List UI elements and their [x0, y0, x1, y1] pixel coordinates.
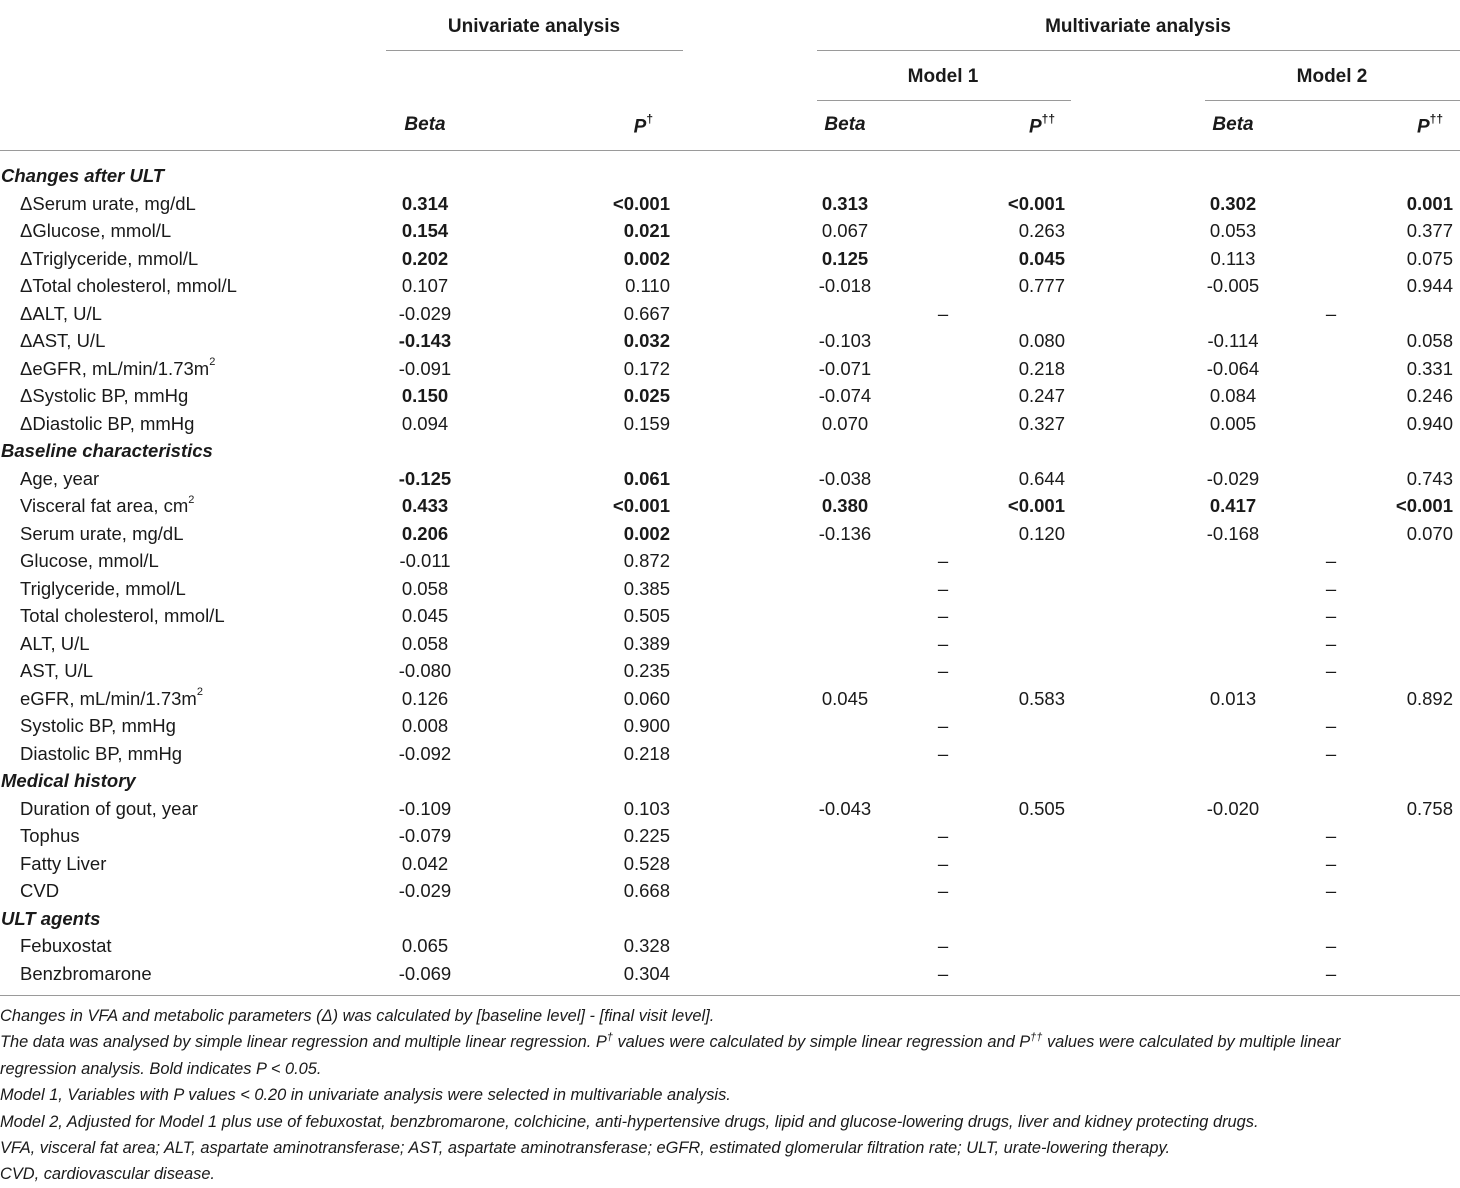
m2-p-header: P†† [1416, 112, 1443, 138]
table-row [0, 190, 1460, 218]
m1-beta-cell: 0.313 [821, 192, 869, 214]
m2-dash-cell: – [1325, 742, 1337, 764]
table-row [0, 960, 1460, 988]
table-row [0, 520, 1460, 548]
row-label: ΔTriglyceride, mmol/L [20, 247, 199, 269]
multivariate-header: Multivariate analysis [1045, 16, 1231, 37]
uni-p-cell: 0.218 [623, 742, 670, 764]
uni-beta-cell: 0.206 [401, 522, 449, 544]
row-label: Visceral fat area, $cm^2$ [20, 493, 195, 516]
m2-p-cell: 0.070 [1406, 522, 1453, 544]
m1-p-cell: <0.001 [1007, 495, 1065, 516]
row-label: ALT, U/L [20, 632, 90, 654]
m2-p-cell: 0.758 [1406, 797, 1453, 819]
m1-beta-cell: -0.074 [818, 385, 872, 406]
m1-p-cell: 0.505 [1018, 797, 1065, 819]
uni-beta-cell: -0.125 [398, 467, 452, 489]
row-label: Febuxostat [20, 935, 112, 956]
uni-p-cell: 0.668 [623, 880, 670, 901]
model2-header: Model 2 [1296, 66, 1368, 87]
row-label: ΔGlucose, mmol/L [20, 220, 172, 241]
m1-dash-cell: – [937, 742, 949, 764]
uni-p-cell: 0.389 [623, 632, 670, 654]
univariate-rule [386, 50, 683, 51]
m2-dash-cell: – [1325, 880, 1337, 901]
row-label: Fatty Liver [20, 852, 107, 874]
m2-p-cell: 0.944 [1406, 275, 1453, 296]
uni-p-cell: <0.001 [612, 495, 670, 516]
table-row [0, 630, 1460, 658]
m2-beta-cell: 0.113 [1210, 247, 1256, 269]
m2-dash-cell: – [1325, 935, 1337, 956]
m1-dash-cell: – [937, 962, 949, 984]
uni-p-cell: 0.021 [623, 220, 670, 241]
m2-p-cell: 0.246 [1406, 385, 1453, 406]
m1-beta-header: Beta [824, 114, 866, 135]
m1-dash-cell: – [937, 577, 949, 599]
m2-beta-cell: -0.168 [1206, 522, 1260, 544]
m1-beta-cell: -0.018 [818, 275, 872, 296]
uni-beta-cell: 0.107 [401, 275, 449, 296]
uni-p-cell: 0.304 [623, 962, 670, 984]
uni-p-cell: <0.001 [612, 192, 670, 214]
m1-p-header: P†† [1028, 112, 1055, 138]
m2-p-cell: 0.743 [1406, 467, 1453, 489]
uni-beta-cell: -0.029 [398, 880, 452, 901]
uni-p-cell: 0.159 [623, 412, 670, 434]
uni-beta-cell: -0.080 [398, 660, 452, 681]
row-label: ΔAST, U/L [20, 330, 106, 351]
uni-p-cell: 0.872 [623, 550, 670, 571]
table-row [0, 932, 1460, 960]
m2-p-cell: 0.331 [1406, 357, 1453, 379]
table-row [0, 822, 1460, 850]
uni-p-header: P† [633, 112, 653, 138]
row-label: ΔALT, U/L [20, 302, 102, 324]
m2-beta-cell: -0.020 [1206, 797, 1260, 819]
uni-p-cell: 0.328 [623, 935, 670, 956]
m1-p-cell: 0.644 [1018, 467, 1065, 489]
uni-p-cell: 0.667 [623, 302, 670, 324]
table-row [0, 327, 1460, 355]
table-row [0, 657, 1460, 685]
uni-beta-cell: -0.079 [398, 825, 452, 846]
uni-beta-cell: -0.109 [398, 797, 452, 819]
m1-dash-cell: – [937, 632, 949, 654]
table-row [0, 300, 1460, 328]
uni-beta-cell: 0.150 [401, 385, 449, 406]
footnote-model1: Model 1, Variables with P values < 0.20 in univariate analysis were selected in multivariable analysis. [0, 1086, 731, 1105]
row-label: Serum urate, mg/dL [20, 522, 184, 544]
m2-p-cell: 0.001 [1406, 192, 1453, 214]
m1-dash-cell: – [937, 715, 949, 736]
table-row [0, 355, 1460, 383]
m1-beta-cell: 0.045 [821, 687, 869, 709]
table-row [0, 712, 1460, 740]
row-label: ΔDiastolic BP, mmHg [20, 412, 195, 434]
m2-dash-cell: – [1325, 852, 1337, 874]
model1-header: Model 1 [907, 66, 979, 87]
table-row [0, 410, 1460, 438]
uni-p-cell: 0.528 [623, 852, 670, 874]
m2-beta-cell: 0.417 [1209, 495, 1257, 516]
uni-beta-cell: 0.065 [401, 935, 449, 956]
uni-beta-cell: -0.011 [399, 550, 451, 571]
m1-p-cell: 0.583 [1018, 687, 1065, 709]
uni-beta-cell: -0.029 [398, 302, 452, 324]
m1-beta-cell: -0.071 [818, 357, 872, 379]
uni-beta-cell: 0.045 [401, 605, 449, 626]
section-header-row [0, 767, 1460, 795]
uni-p-cell: 0.032 [623, 330, 670, 351]
uni-p-cell: 0.110 [625, 275, 670, 296]
m1-beta-cell: -0.038 [818, 467, 872, 489]
m1-p-cell: 0.777 [1018, 275, 1065, 296]
uni-beta-cell: 0.154 [401, 220, 449, 241]
m2-dash-cell: – [1325, 605, 1337, 626]
uni-beta-cell: -0.092 [398, 742, 452, 764]
table-row [0, 217, 1460, 245]
m2-p-cell: 0.377 [1406, 220, 1453, 241]
m1-dash-cell: – [937, 825, 949, 846]
uni-beta-cell: 0.433 [401, 495, 449, 516]
uni-beta-cell: 0.008 [401, 715, 449, 736]
uni-beta-cell: -0.069 [398, 962, 452, 984]
uni-p-cell: 0.225 [623, 825, 670, 846]
m1-p-cell: 0.218 [1018, 357, 1065, 379]
table-row [0, 465, 1460, 493]
header-bottom-rule [0, 150, 1460, 151]
m1-beta-cell: 0.067 [821, 220, 869, 241]
m1-p-cell: 0.327 [1018, 412, 1065, 434]
uni-beta-header: Beta [404, 114, 446, 135]
m2-dash-cell: – [1325, 550, 1337, 571]
row-label: ΔeGFR, $mL/\min/1.73m^2$ [20, 356, 216, 379]
m1-dash-cell: – [937, 605, 949, 626]
uni-beta-cell: 0.202 [401, 247, 449, 269]
table-row [0, 877, 1460, 905]
model1-rule [817, 100, 1071, 101]
model2-rule [1205, 100, 1460, 101]
footnote-cvd: CVD, cardiovascular disease. [0, 1165, 215, 1184]
row-label: Triglyceride, mmol/L [20, 577, 186, 599]
row-label: Diastolic BP, mmHg [20, 742, 183, 764]
m2-beta-cell: -0.029 [1206, 467, 1260, 489]
uni-p-cell: 0.385 [623, 577, 670, 599]
row-label: Systolic BP, mmHg [20, 715, 176, 736]
m2-beta-cell: 0.053 [1209, 220, 1257, 241]
table-bottom-rule [0, 995, 1460, 996]
m1-beta-cell: 0.125 [821, 247, 869, 269]
uni-beta-cell: 0.058 [401, 632, 449, 654]
m2-beta-cell: 0.084 [1209, 385, 1257, 406]
row-label: Age, year [20, 467, 100, 489]
section-header-row [0, 905, 1460, 933]
table-row [0, 795, 1460, 823]
m1-dash-cell: – [937, 302, 949, 324]
row-label: Benzbromarone [20, 962, 152, 984]
m1-beta-cell: 0.070 [821, 412, 869, 434]
m1-p-cell: 0.263 [1018, 220, 1065, 241]
m1-beta-cell: 0.380 [821, 495, 869, 516]
uni-p-cell: 0.505 [623, 605, 670, 626]
row-label: Tophus [20, 825, 80, 846]
uni-beta-cell: 0.126 [401, 687, 449, 709]
row-label: ΔTotal cholesterol, mmol/L [20, 275, 237, 296]
row-label: Total cholesterol, mmol/L [20, 605, 225, 626]
m1-p-cell: 0.045 [1018, 247, 1065, 269]
footnote-methods: The data was analysed by simple linear regression and multiple linear regression. P† values were calculated by simple linear regression and P†† values were calculated by multiple linear regression analysis. Bold indicates P < 0.05. [0, 1031, 1341, 1078]
m2-p-cell: <0.001 [1395, 495, 1453, 516]
section-header-row [0, 162, 1460, 190]
m1-dash-cell: – [937, 880, 949, 901]
m2-dash-cell: – [1325, 660, 1337, 681]
multivariate-rule [817, 50, 1460, 51]
uni-p-cell: 0.002 [623, 247, 670, 269]
uni-p-cell: 0.235 [623, 660, 670, 681]
m2-dash-cell: – [1325, 825, 1337, 846]
uni-p-cell: 0.060 [623, 687, 670, 709]
m2-dash-cell: – [1325, 577, 1337, 599]
table-row [0, 272, 1460, 300]
m1-dash-cell: – [937, 935, 949, 956]
table-row [0, 602, 1460, 630]
m2-beta-cell: -0.005 [1206, 275, 1260, 296]
uni-p-cell: 0.002 [623, 522, 670, 544]
uni-p-cell: 0.025 [623, 385, 670, 406]
m1-dash-cell: – [937, 550, 949, 571]
table-row [0, 245, 1460, 273]
row-label: ΔSystolic BP, mmHg [20, 385, 189, 406]
table-row [0, 547, 1460, 575]
m2-p-cell: 0.058 [1406, 330, 1453, 351]
row-label: AST, U/L [20, 660, 93, 681]
m2-beta-cell: -0.064 [1206, 357, 1260, 379]
row-label: ΔSerum urate, mg/dL [20, 192, 196, 214]
footnote-abbreviations: VFA, visceral fat area; ALT, aspartate aminotransferase; AST, aspartate aminotransferase; eGFR, estimated glomerular filtration rate; ULT, urate-lowering therapy. [0, 1139, 1171, 1158]
table-row [0, 382, 1460, 410]
m2-beta-cell: 0.302 [1209, 192, 1257, 214]
uni-p-cell: 0.061 [623, 467, 670, 489]
uni-p-cell: 0.103 [623, 797, 670, 819]
footnote-model2: Model 2, Adjusted for Model 1 plus use of febuxostat, benzbromarone, colchicine, anti-hypertensive drugs, lipid and glucose-lowering drugs, liver and kidney protecting drugs. [0, 1112, 1259, 1131]
m1-beta-cell: -0.136 [818, 522, 872, 544]
m2-beta-cell: 0.005 [1209, 412, 1257, 434]
uni-beta-cell: 0.314 [401, 192, 449, 214]
m2-dash-cell: – [1325, 715, 1337, 736]
row-label: CVD [20, 880, 60, 901]
m2-p-cell: 0.940 [1406, 412, 1453, 434]
m1-beta-cell: -0.103 [818, 330, 872, 351]
m1-beta-cell: -0.043 [818, 797, 872, 819]
m2-dash-cell: – [1325, 962, 1337, 984]
row-label: Duration of gout, year [20, 797, 198, 819]
m1-dash-cell: – [937, 660, 949, 681]
m1-p-cell: 0.120 [1018, 522, 1065, 544]
footnote-delta: Changes in VFA and metabolic parameters (Δ) was calculated by [baseline level] - [final visit level]. [0, 1007, 715, 1025]
section-header-row [0, 437, 1460, 465]
m1-p-cell: 0.247 [1018, 385, 1065, 406]
m2-beta-cell: 0.013 [1209, 687, 1257, 709]
uni-beta-cell: -0.143 [398, 330, 452, 351]
section-label: Baseline characteristics [1, 440, 213, 461]
table-row [0, 850, 1460, 878]
table-row [0, 492, 1460, 520]
uni-p-cell: 0.900 [623, 715, 670, 736]
univariate-header: Univariate analysis [447, 16, 621, 37]
footnotes [0, 1003, 1460, 1188]
uni-beta-cell: -0.091 [398, 357, 452, 379]
m2-dash-cell: – [1325, 302, 1337, 324]
section-label: Medical history [1, 770, 136, 791]
m1-p-cell: <0.001 [1007, 192, 1065, 214]
m2-beta-cell: -0.114 [1207, 330, 1259, 351]
table-row [0, 575, 1460, 603]
section-label: Changes after ULT [1, 165, 165, 186]
m2-beta-header: Beta [1212, 114, 1254, 135]
m2-p-cell: 0.075 [1406, 247, 1453, 269]
m1-dash-cell: – [937, 852, 949, 874]
m2-dash-cell: – [1325, 632, 1337, 654]
uni-beta-cell: 0.058 [401, 577, 449, 599]
table-row [0, 740, 1460, 768]
m1-p-cell: 0.080 [1018, 330, 1065, 351]
uni-beta-cell: 0.042 [401, 852, 449, 874]
uni-beta-cell: 0.094 [401, 412, 449, 434]
table-row [0, 685, 1460, 713]
section-label: ULT agents [1, 907, 101, 929]
row-label: Glucose, mmol/L [20, 550, 159, 571]
row-label: eGFR, $mL/\min/1.73m^2$ [20, 686, 203, 709]
uni-p-cell: 0.172 [623, 357, 670, 379]
m2-p-cell: 0.892 [1406, 687, 1453, 709]
